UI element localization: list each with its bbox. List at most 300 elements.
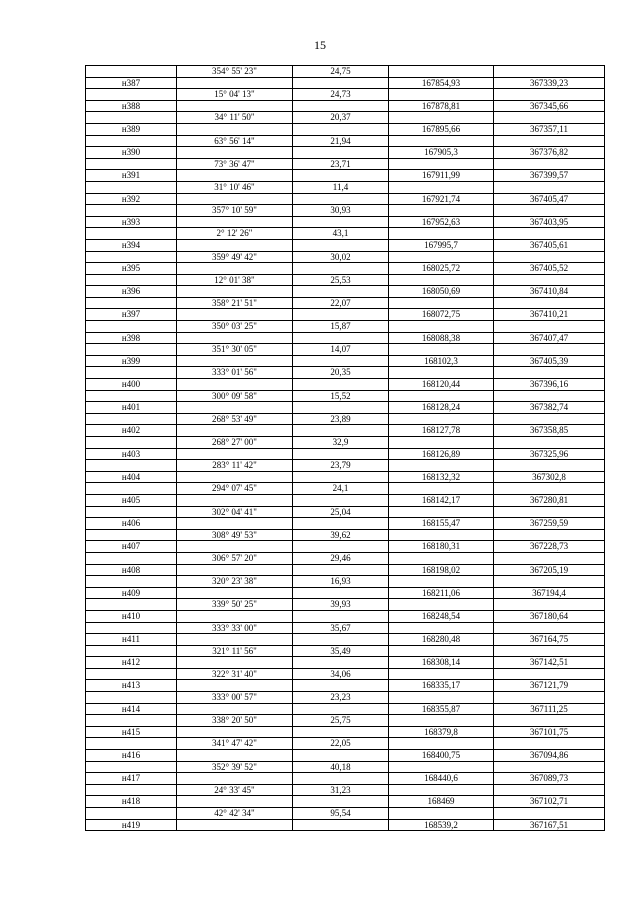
x-coordinate-cell: 168355,87	[389, 703, 494, 715]
empty-cell	[86, 344, 177, 356]
empty-cell	[389, 367, 494, 379]
direction-angle-cell: 352° 39' 52"	[177, 761, 293, 773]
empty-cell	[293, 750, 389, 762]
x-coordinate-cell: 168126,89	[389, 448, 494, 460]
empty-cell	[86, 297, 177, 309]
direction-angle-cell: 339° 50' 25"	[177, 599, 293, 611]
empty-cell	[494, 784, 605, 796]
empty-cell	[177, 100, 293, 112]
empty-cell	[86, 460, 177, 472]
segment-row	[86, 483, 605, 495]
point-row	[86, 518, 605, 530]
empty-cell	[177, 448, 293, 460]
distance-cell: 34,06	[293, 668, 389, 680]
segment-row	[86, 645, 605, 657]
empty-cell	[86, 205, 177, 217]
distance-cell: 43,1	[293, 228, 389, 240]
empty-cell	[86, 692, 177, 704]
empty-cell	[494, 390, 605, 402]
point-name-cell: н394	[86, 239, 177, 251]
point-row	[86, 703, 605, 715]
direction-angle-cell: 34° 11' 50"	[177, 112, 293, 124]
empty-cell	[293, 309, 389, 321]
segment-row	[86, 205, 605, 217]
empty-cell	[293, 680, 389, 692]
point-name-cell: н414	[86, 703, 177, 715]
empty-cell	[86, 181, 177, 193]
empty-cell	[177, 518, 293, 530]
x-coordinate-cell: 168180,31	[389, 541, 494, 553]
point-name-cell: н403	[86, 448, 177, 460]
empty-cell	[86, 483, 177, 495]
direction-angle-cell: 333° 01' 56"	[177, 367, 293, 379]
segment-row	[86, 89, 605, 101]
segment-row	[86, 761, 605, 773]
x-coordinate-cell: 167921,74	[389, 193, 494, 205]
empty-cell	[177, 355, 293, 367]
empty-cell	[389, 784, 494, 796]
empty-cell	[293, 726, 389, 738]
empty-cell	[389, 135, 494, 147]
empty-cell	[389, 483, 494, 495]
empty-cell	[177, 402, 293, 414]
empty-cell	[177, 239, 293, 251]
empty-cell	[177, 309, 293, 321]
distance-cell: 23,79	[293, 460, 389, 472]
direction-angle-cell: 354° 55' 23"	[177, 66, 293, 78]
empty-cell	[177, 77, 293, 89]
point-row	[86, 123, 605, 135]
empty-cell	[293, 448, 389, 460]
segment-row	[86, 599, 605, 611]
empty-cell	[494, 321, 605, 333]
distance-cell: 32,9	[293, 437, 389, 449]
x-coordinate-cell: 168211,06	[389, 587, 494, 599]
empty-cell	[293, 634, 389, 646]
empty-cell	[389, 552, 494, 564]
empty-cell	[494, 645, 605, 657]
point-name-cell: н396	[86, 286, 177, 298]
x-coordinate-cell: 168102,3	[389, 355, 494, 367]
distance-cell: 16,93	[293, 576, 389, 588]
empty-cell	[293, 518, 389, 530]
empty-cell	[293, 147, 389, 159]
empty-cell	[86, 321, 177, 333]
x-coordinate-cell: 167905,3	[389, 147, 494, 159]
empty-cell	[494, 437, 605, 449]
direction-angle-cell: 12° 01' 38"	[177, 274, 293, 286]
y-coordinate-cell: 367167,51	[494, 819, 605, 831]
empty-cell	[177, 193, 293, 205]
segment-row	[86, 297, 605, 309]
point-row	[86, 610, 605, 622]
point-name-cell: н400	[86, 379, 177, 391]
x-coordinate-cell: 168248,54	[389, 610, 494, 622]
empty-cell	[293, 819, 389, 831]
empty-cell	[177, 170, 293, 182]
direction-angle-cell: 322° 31' 40"	[177, 668, 293, 680]
y-coordinate-cell: 367376,82	[494, 147, 605, 159]
point-row	[86, 773, 605, 785]
empty-cell	[494, 135, 605, 147]
empty-cell	[494, 668, 605, 680]
coordinates-table	[85, 65, 605, 831]
direction-angle-cell: 268° 27' 00"	[177, 437, 293, 449]
point-name-cell: н412	[86, 657, 177, 669]
point-row	[86, 402, 605, 414]
empty-cell	[177, 773, 293, 785]
y-coordinate-cell: 367403,95	[494, 216, 605, 228]
segment-row	[86, 692, 605, 704]
x-coordinate-cell: 167878,81	[389, 100, 494, 112]
distance-cell: 35,49	[293, 645, 389, 657]
empty-cell	[494, 576, 605, 588]
empty-cell	[494, 89, 605, 101]
segment-row	[86, 437, 605, 449]
empty-cell	[177, 541, 293, 553]
empty-cell	[177, 123, 293, 135]
point-row	[86, 239, 605, 251]
point-name-cell: н410	[86, 610, 177, 622]
segment-row	[86, 344, 605, 356]
point-row	[86, 216, 605, 228]
empty-cell	[86, 529, 177, 541]
empty-cell	[293, 587, 389, 599]
point-row	[86, 77, 605, 89]
y-coordinate-cell: 367358,85	[494, 425, 605, 437]
empty-cell	[293, 216, 389, 228]
empty-cell	[389, 715, 494, 727]
empty-cell	[389, 645, 494, 657]
direction-angle-cell: 350° 03' 25"	[177, 321, 293, 333]
empty-cell	[86, 552, 177, 564]
empty-cell	[177, 263, 293, 275]
point-name-cell: н391	[86, 170, 177, 182]
empty-cell	[494, 599, 605, 611]
segment-row	[86, 668, 605, 680]
empty-cell	[293, 379, 389, 391]
empty-cell	[494, 112, 605, 124]
x-coordinate-cell: 167911,99	[389, 170, 494, 182]
distance-cell: 25,75	[293, 715, 389, 727]
point-row	[86, 796, 605, 808]
empty-cell	[494, 715, 605, 727]
direction-angle-cell: 300° 09' 58"	[177, 390, 293, 402]
empty-cell	[293, 402, 389, 414]
point-row	[86, 448, 605, 460]
segment-row	[86, 158, 605, 170]
empty-cell	[293, 564, 389, 576]
empty-cell	[293, 471, 389, 483]
distance-cell: 15,52	[293, 390, 389, 402]
distance-cell: 25,53	[293, 274, 389, 286]
point-name-cell: н395	[86, 263, 177, 275]
empty-cell	[86, 645, 177, 657]
direction-angle-cell: 341° 47' 42"	[177, 738, 293, 750]
empty-cell	[389, 228, 494, 240]
segment-row	[86, 506, 605, 518]
point-row	[86, 193, 605, 205]
empty-cell	[494, 251, 605, 263]
segment-row	[86, 576, 605, 588]
empty-cell	[177, 819, 293, 831]
x-coordinate-cell: 167895,66	[389, 123, 494, 135]
empty-cell	[494, 808, 605, 820]
empty-cell	[177, 610, 293, 622]
x-coordinate-cell: 168379,8	[389, 726, 494, 738]
distance-cell: 21,94	[293, 135, 389, 147]
empty-cell	[389, 274, 494, 286]
y-coordinate-cell: 367121,79	[494, 680, 605, 692]
segment-row	[86, 66, 605, 78]
empty-cell	[494, 552, 605, 564]
empty-cell	[86, 390, 177, 402]
direction-angle-cell: 24° 33' 45"	[177, 784, 293, 796]
distance-cell: 14,07	[293, 344, 389, 356]
direction-angle-cell: 333° 00' 57"	[177, 692, 293, 704]
point-row	[86, 541, 605, 553]
distance-cell: 39,93	[293, 599, 389, 611]
empty-cell	[86, 66, 177, 78]
direction-angle-cell: 357° 10' 59"	[177, 205, 293, 217]
empty-cell	[177, 494, 293, 506]
empty-cell	[389, 460, 494, 472]
empty-cell	[494, 622, 605, 634]
point-row	[86, 494, 605, 506]
point-name-cell: н387	[86, 77, 177, 89]
x-coordinate-cell: 168335,17	[389, 680, 494, 692]
empty-cell	[389, 413, 494, 425]
x-coordinate-cell: 168025,72	[389, 263, 494, 275]
empty-cell	[293, 703, 389, 715]
x-coordinate-cell: 168050,69	[389, 286, 494, 298]
x-coordinate-cell: 168120,44	[389, 379, 494, 391]
distance-cell: 11,4	[293, 181, 389, 193]
direction-angle-cell: 42° 42' 34"	[177, 808, 293, 820]
empty-cell	[86, 228, 177, 240]
segment-row	[86, 367, 605, 379]
empty-cell	[494, 228, 605, 240]
empty-cell	[389, 808, 494, 820]
y-coordinate-cell: 367205,19	[494, 564, 605, 576]
x-coordinate-cell: 168469	[389, 796, 494, 808]
distance-cell: 24,73	[293, 89, 389, 101]
x-coordinate-cell: 167952,63	[389, 216, 494, 228]
point-name-cell: н417	[86, 773, 177, 785]
point-row	[86, 564, 605, 576]
y-coordinate-cell: 367405,47	[494, 193, 605, 205]
empty-cell	[293, 355, 389, 367]
segment-row	[86, 808, 605, 820]
empty-cell	[86, 599, 177, 611]
empty-cell	[86, 808, 177, 820]
empty-cell	[86, 251, 177, 263]
empty-cell	[389, 529, 494, 541]
empty-cell	[494, 761, 605, 773]
point-name-cell: н407	[86, 541, 177, 553]
empty-cell	[177, 147, 293, 159]
y-coordinate-cell: 367339,23	[494, 77, 605, 89]
x-coordinate-cell: 167854,93	[389, 77, 494, 89]
y-coordinate-cell: 367280,81	[494, 494, 605, 506]
point-name-cell: н390	[86, 147, 177, 159]
empty-cell	[293, 425, 389, 437]
empty-cell	[293, 123, 389, 135]
segment-row	[86, 552, 605, 564]
distance-cell: 30,02	[293, 251, 389, 263]
empty-cell	[86, 738, 177, 750]
point-row	[86, 170, 605, 182]
empty-cell	[86, 784, 177, 796]
distance-cell: 15,87	[293, 321, 389, 333]
direction-angle-cell: 2° 12' 26"	[177, 228, 293, 240]
empty-cell	[177, 634, 293, 646]
point-row	[86, 819, 605, 831]
empty-cell	[389, 205, 494, 217]
empty-cell	[177, 286, 293, 298]
distance-cell: 31,23	[293, 784, 389, 796]
empty-cell	[389, 692, 494, 704]
point-row	[86, 309, 605, 321]
direction-angle-cell: 351° 30' 05"	[177, 344, 293, 356]
point-row	[86, 286, 605, 298]
y-coordinate-cell: 367399,57	[494, 170, 605, 182]
empty-cell	[293, 239, 389, 251]
direction-angle-cell: 320° 23' 38"	[177, 576, 293, 588]
empty-cell	[389, 321, 494, 333]
y-coordinate-cell: 367302,8	[494, 471, 605, 483]
y-coordinate-cell: 367089,73	[494, 773, 605, 785]
y-coordinate-cell: 367405,39	[494, 355, 605, 367]
segment-row	[86, 529, 605, 541]
x-coordinate-cell: 168280,48	[389, 634, 494, 646]
distance-cell: 95,54	[293, 808, 389, 820]
direction-angle-cell: 294° 07' 45"	[177, 483, 293, 495]
point-name-cell: н413	[86, 680, 177, 692]
empty-cell	[293, 193, 389, 205]
x-coordinate-cell: 168308,14	[389, 657, 494, 669]
segment-row	[86, 738, 605, 750]
empty-cell	[293, 773, 389, 785]
empty-cell	[177, 332, 293, 344]
empty-cell	[494, 413, 605, 425]
empty-cell	[177, 680, 293, 692]
direction-angle-cell: 283° 11' 42"	[177, 460, 293, 472]
distance-cell: 20,35	[293, 367, 389, 379]
y-coordinate-cell: 367407,47	[494, 332, 605, 344]
point-name-cell: н408	[86, 564, 177, 576]
empty-cell	[86, 715, 177, 727]
y-coordinate-cell: 367382,74	[494, 402, 605, 414]
y-coordinate-cell: 367094,86	[494, 750, 605, 762]
empty-cell	[389, 112, 494, 124]
empty-cell	[494, 460, 605, 472]
point-row	[86, 750, 605, 762]
empty-cell	[293, 286, 389, 298]
distance-cell: 35,67	[293, 622, 389, 634]
point-name-cell: н399	[86, 355, 177, 367]
point-name-cell: н404	[86, 471, 177, 483]
point-name-cell: н405	[86, 494, 177, 506]
segment-row	[86, 274, 605, 286]
y-coordinate-cell: 367228,73	[494, 541, 605, 553]
point-row	[86, 425, 605, 437]
empty-cell	[389, 390, 494, 402]
x-coordinate-cell: 168128,24	[389, 402, 494, 414]
empty-cell	[86, 622, 177, 634]
empty-cell	[494, 274, 605, 286]
distance-cell: 29,46	[293, 552, 389, 564]
direction-angle-cell: 321° 11' 56"	[177, 645, 293, 657]
empty-cell	[177, 564, 293, 576]
empty-cell	[86, 437, 177, 449]
distance-cell: 22,07	[293, 297, 389, 309]
empty-cell	[86, 135, 177, 147]
y-coordinate-cell: 367410,21	[494, 309, 605, 321]
empty-cell	[389, 437, 494, 449]
direction-angle-cell: 306° 57' 20"	[177, 552, 293, 564]
y-coordinate-cell: 367111,25	[494, 703, 605, 715]
empty-cell	[86, 761, 177, 773]
point-row	[86, 657, 605, 669]
x-coordinate-cell: 168539,2	[389, 819, 494, 831]
distance-cell: 39,62	[293, 529, 389, 541]
y-coordinate-cell: 367101,75	[494, 726, 605, 738]
point-name-cell: н398	[86, 332, 177, 344]
point-name-cell: н411	[86, 634, 177, 646]
direction-angle-cell: 308° 49' 53"	[177, 529, 293, 541]
empty-cell	[494, 367, 605, 379]
y-coordinate-cell: 367325,96	[494, 448, 605, 460]
empty-cell	[494, 297, 605, 309]
empty-cell	[293, 796, 389, 808]
coordinates-table-body	[86, 66, 605, 831]
distance-cell: 22,05	[293, 738, 389, 750]
x-coordinate-cell: 167995,7	[389, 239, 494, 251]
empty-cell	[177, 796, 293, 808]
direction-angle-cell: 338° 20' 50"	[177, 715, 293, 727]
empty-cell	[494, 158, 605, 170]
point-row	[86, 263, 605, 275]
point-name-cell: н406	[86, 518, 177, 530]
x-coordinate-cell: 168440,6	[389, 773, 494, 785]
direction-angle-cell: 333° 33' 00"	[177, 622, 293, 634]
point-row	[86, 634, 605, 646]
point-name-cell: н392	[86, 193, 177, 205]
point-name-cell: н389	[86, 123, 177, 135]
empty-cell	[293, 610, 389, 622]
point-name-cell: н397	[86, 309, 177, 321]
y-coordinate-cell: 367405,61	[494, 239, 605, 251]
empty-cell	[293, 263, 389, 275]
y-coordinate-cell: 367357,11	[494, 123, 605, 135]
empty-cell	[177, 425, 293, 437]
segment-row	[86, 715, 605, 727]
empty-cell	[293, 332, 389, 344]
empty-cell	[86, 576, 177, 588]
empty-cell	[293, 657, 389, 669]
x-coordinate-cell: 168155,47	[389, 518, 494, 530]
empty-cell	[389, 251, 494, 263]
distance-cell: 24,75	[293, 66, 389, 78]
empty-cell	[494, 181, 605, 193]
segment-row	[86, 321, 605, 333]
y-coordinate-cell: 367194,4	[494, 587, 605, 599]
empty-cell	[293, 77, 389, 89]
empty-cell	[389, 738, 494, 750]
x-coordinate-cell: 168142,17	[389, 494, 494, 506]
y-coordinate-cell: 367396,16	[494, 379, 605, 391]
